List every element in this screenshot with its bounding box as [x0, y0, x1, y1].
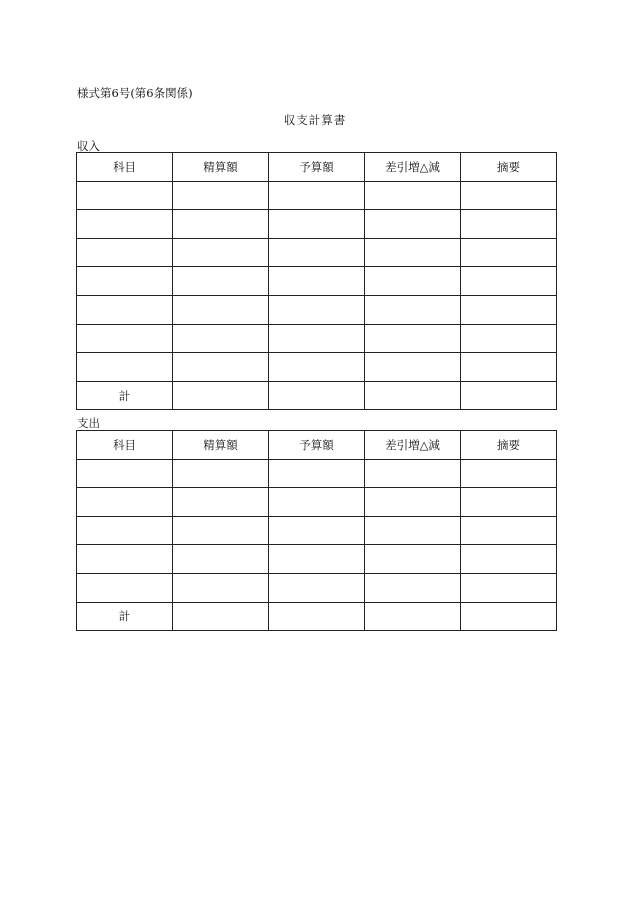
expense-table-row	[77, 488, 557, 517]
income-header-settled-amount: 精算額	[173, 153, 269, 182]
expense-cell-budget-amount	[269, 573, 365, 602]
income-cell-settled-amount	[173, 324, 269, 353]
form-number: 様式第6号(第6条関係)	[77, 86, 193, 100]
income-cell-difference	[365, 181, 461, 210]
income-table-row	[77, 210, 557, 239]
income-cell-difference	[365, 324, 461, 353]
income-cell-subject	[77, 181, 173, 210]
expense-cell-subject	[77, 545, 173, 574]
expense-table-row	[77, 516, 557, 545]
income-cell-budget-amount	[269, 210, 365, 239]
income-total-difference	[365, 381, 461, 410]
income-cell-remarks	[461, 324, 557, 353]
income-table-row	[77, 324, 557, 353]
expense-header-row	[77, 431, 557, 460]
income-cell-subject	[77, 353, 173, 382]
expense-cell-difference	[365, 545, 461, 574]
expense-cell-subject	[77, 459, 173, 488]
income-cell-budget-amount	[269, 181, 365, 210]
income-cell-settled-amount	[173, 238, 269, 267]
income-cell-subject	[77, 295, 173, 324]
expense-cell-settled-amount	[173, 573, 269, 602]
income-cell-remarks	[461, 238, 557, 267]
income-cell-budget-amount	[269, 238, 365, 267]
expense-total-label: 計	[77, 602, 173, 631]
expense-cell-budget-amount	[269, 545, 365, 574]
expense-cell-difference	[365, 573, 461, 602]
expense-cell-settled-amount	[173, 459, 269, 488]
income-cell-settled-amount	[173, 181, 269, 210]
income-header-remarks: 摘要	[461, 153, 557, 182]
income-total-remarks	[461, 381, 557, 410]
expense-cell-settled-amount	[173, 545, 269, 574]
income-table-row	[77, 238, 557, 267]
expense-cell-remarks	[461, 573, 557, 602]
income-cell-remarks	[461, 295, 557, 324]
income-total-label: 計	[77, 381, 173, 410]
income-cell-subject	[77, 238, 173, 267]
expense-header-subject: 科目	[77, 431, 173, 460]
expense-cell-settled-amount	[173, 488, 269, 517]
expense-section-label: 支出	[77, 416, 100, 430]
income-header-budget-amount: 予算額	[269, 153, 365, 182]
income-cell-budget-amount	[269, 324, 365, 353]
expense-cell-settled-amount	[173, 516, 269, 545]
income-cell-difference	[365, 353, 461, 382]
income-table	[76, 152, 557, 410]
expense-table-body	[77, 459, 557, 631]
expense-total-remarks	[461, 602, 557, 631]
income-cell-budget-amount	[269, 353, 365, 382]
expense-cell-subject	[77, 573, 173, 602]
expense-table-row	[77, 573, 557, 602]
expense-header-difference: 差引増△減	[365, 431, 461, 460]
expense-total-row	[77, 602, 557, 631]
expense-cell-subject	[77, 516, 173, 545]
expense-cell-budget-amount	[269, 488, 365, 517]
income-cell-subject	[77, 267, 173, 296]
expense-cell-budget-amount	[269, 516, 365, 545]
income-cell-settled-amount	[173, 353, 269, 382]
expense-cell-remarks	[461, 459, 557, 488]
income-cell-budget-amount	[269, 267, 365, 296]
income-cell-settled-amount	[173, 295, 269, 324]
income-section-label: 収入	[77, 139, 100, 153]
expense-header-budget-amount: 予算額	[269, 431, 365, 460]
income-cell-subject	[77, 324, 173, 353]
income-total-settled-amount	[173, 381, 269, 410]
expense-cell-difference	[365, 488, 461, 517]
expense-cell-difference	[365, 459, 461, 488]
expense-cell-remarks	[461, 516, 557, 545]
income-header-difference: 差引増△減	[365, 153, 461, 182]
income-cell-remarks	[461, 267, 557, 296]
expense-cell-remarks	[461, 545, 557, 574]
income-cell-remarks	[461, 210, 557, 239]
expense-cell-remarks	[461, 488, 557, 517]
income-cell-settled-amount	[173, 210, 269, 239]
expense-table	[76, 430, 557, 631]
expense-total-budget-amount	[269, 602, 365, 631]
income-table-row	[77, 353, 557, 382]
income-cell-difference	[365, 295, 461, 324]
income-total-row	[77, 381, 557, 410]
income-cell-difference	[365, 238, 461, 267]
income-total-budget-amount	[269, 381, 365, 410]
expense-total-difference	[365, 602, 461, 631]
expense-table-row	[77, 459, 557, 488]
income-header-subject: 科目	[77, 153, 173, 182]
income-cell-settled-amount	[173, 267, 269, 296]
income-table-body	[77, 181, 557, 410]
expense-table-row	[77, 545, 557, 574]
income-table-row	[77, 181, 557, 210]
expense-header-settled-amount: 精算額	[173, 431, 269, 460]
income-table-row	[77, 295, 557, 324]
income-cell-remarks	[461, 353, 557, 382]
document-title: 収支計算書	[283, 113, 347, 127]
income-cell-budget-amount	[269, 295, 365, 324]
income-cell-remarks	[461, 181, 557, 210]
expense-total-settled-amount	[173, 602, 269, 631]
income-header-row	[77, 153, 557, 182]
expense-header-remarks: 摘要	[461, 431, 557, 460]
income-cell-subject	[77, 210, 173, 239]
expense-cell-budget-amount	[269, 459, 365, 488]
expense-cell-subject	[77, 488, 173, 517]
income-table-row	[77, 267, 557, 296]
income-cell-difference	[365, 267, 461, 296]
expense-cell-difference	[365, 516, 461, 545]
income-cell-difference	[365, 210, 461, 239]
